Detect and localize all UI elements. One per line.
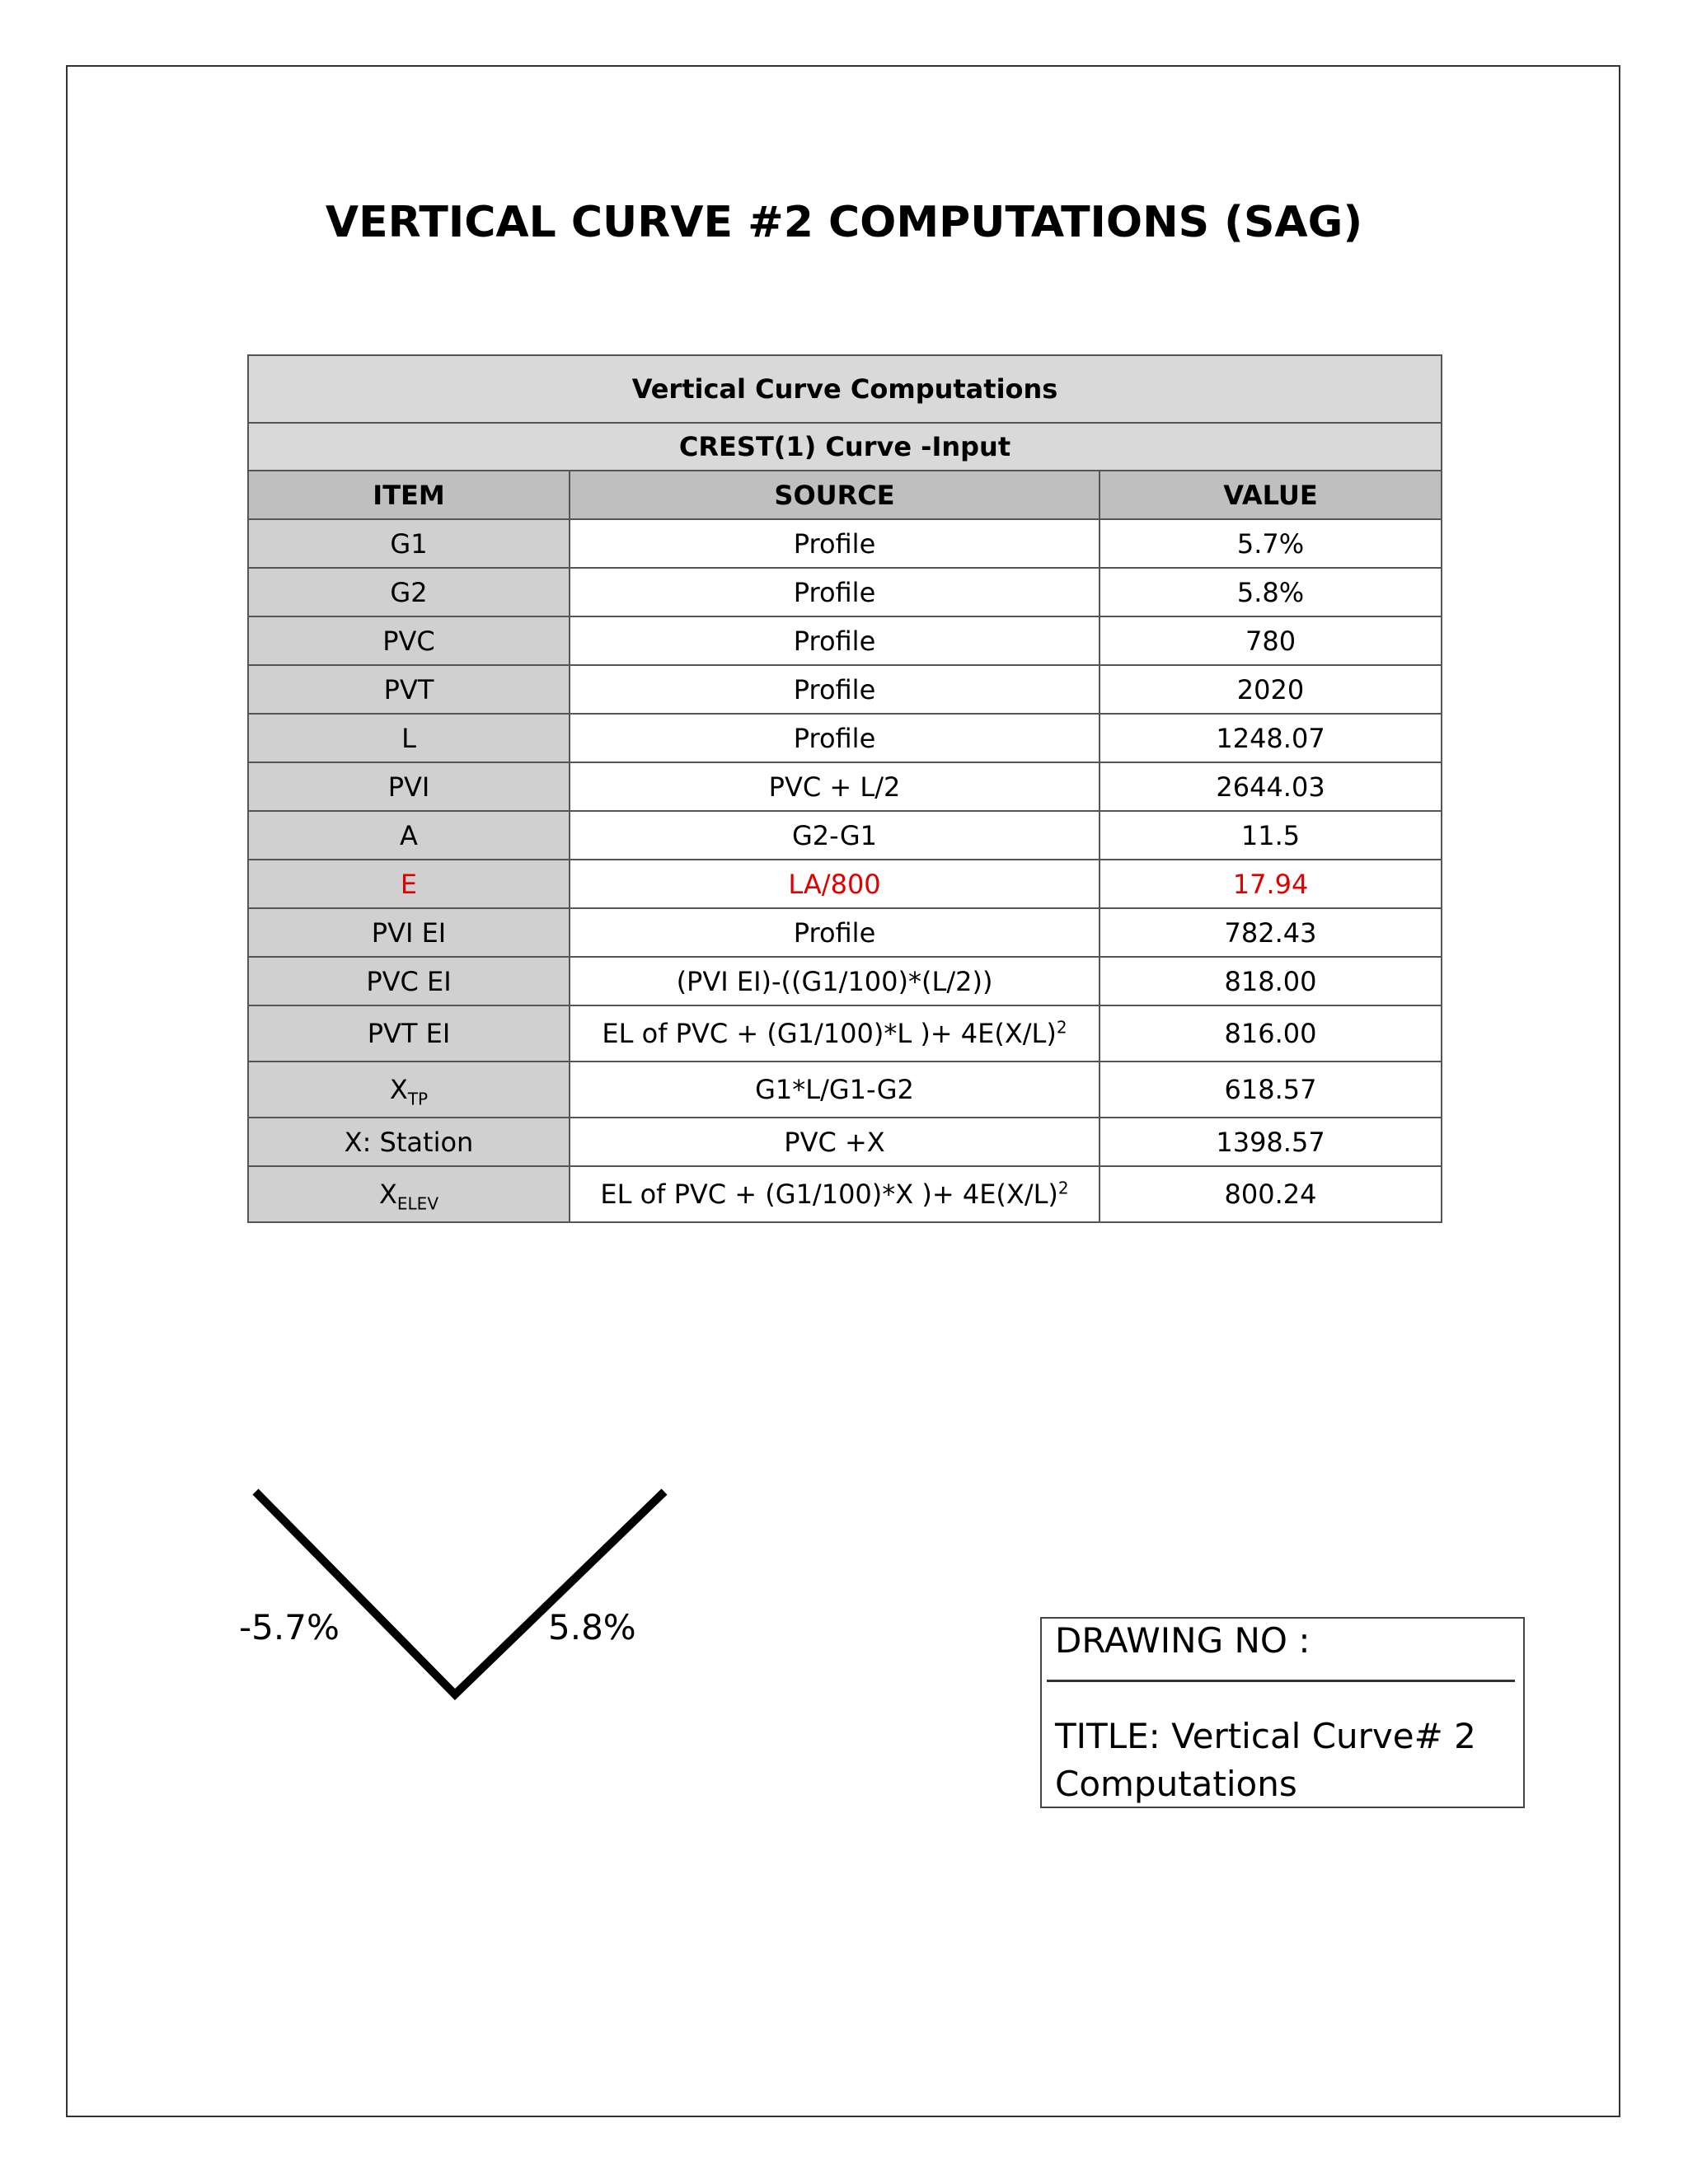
row-value: 800.24	[1100, 1166, 1442, 1222]
row-item: PVC	[248, 616, 570, 665]
table-row	[248, 811, 1442, 860]
row-item: PVI	[248, 762, 570, 811]
superscript: 2	[1057, 1178, 1069, 1198]
row-source: PVC +X	[570, 1118, 1100, 1166]
row-source: Profile	[570, 519, 1100, 568]
row-item-text: X	[378, 1179, 397, 1210]
row-value: 2644.03	[1100, 762, 1442, 811]
subscript: TP	[407, 1089, 429, 1109]
table-row	[248, 908, 1442, 957]
table-row	[248, 714, 1442, 762]
row-item: PVC EI	[248, 957, 570, 1005]
row-source: LA/800	[570, 860, 1100, 908]
drawing-title: TITLE: Vertical Curve# 2 Computations	[1055, 1716, 1476, 1804]
computations-table	[247, 354, 1442, 1223]
right-grade-label: 5.8%	[548, 1607, 636, 1647]
row-source: G1*L/G1-G2	[570, 1062, 1100, 1118]
row-item: G1	[248, 519, 570, 568]
row-value: 1248.07	[1100, 714, 1442, 762]
table-row	[248, 665, 1442, 714]
row-source: Profile	[570, 908, 1100, 957]
table-row	[248, 762, 1442, 811]
row-item	[248, 1166, 570, 1222]
row-value: 5.7%	[1100, 519, 1442, 568]
row-source-text: EL of PVC + (G1/100)*L )+ 4E(X/L)	[602, 1018, 1057, 1049]
table-row-highlighted	[248, 860, 1442, 908]
row-source: Profile	[570, 568, 1100, 616]
row-item: PVT	[248, 665, 570, 714]
row-source: G2-G1	[570, 811, 1100, 860]
row-value: 1398.57	[1100, 1118, 1442, 1166]
title-block	[1040, 1617, 1525, 1808]
row-item: PVI EI	[248, 908, 570, 957]
sag-curve-sketch	[231, 1475, 692, 1714]
row-item: G2	[248, 568, 570, 616]
drawing-number-label: DRAWING NO :	[1055, 1620, 1311, 1661]
row-item: L	[248, 714, 570, 762]
table-row	[248, 1062, 1442, 1118]
row-source	[570, 1166, 1100, 1222]
row-source: (PVI EI)-((G1/100)*(L/2))	[570, 957, 1100, 1005]
table-row	[248, 1005, 1442, 1062]
title-block-divider	[1047, 1680, 1515, 1682]
sag-curve-lines	[256, 1492, 664, 1694]
left-grade-label: -5.7%	[239, 1607, 340, 1647]
page-title: VERTICAL CURVE #2 COMPUTATIONS (SAG)	[325, 198, 1363, 247]
row-item: PVT EI	[248, 1005, 570, 1062]
row-source: Profile	[570, 714, 1100, 762]
row-value: 782.43	[1100, 908, 1442, 957]
row-item: A	[248, 811, 570, 860]
row-value: 5.8%	[1100, 568, 1442, 616]
row-value: 11.5	[1100, 811, 1442, 860]
superscript: 2	[1056, 1017, 1067, 1038]
row-value: 818.00	[1100, 957, 1442, 1005]
row-value: 17.94	[1100, 860, 1442, 908]
table-heading: Vertical Curve Computations	[248, 355, 1442, 423]
row-item-text: X	[389, 1074, 408, 1105]
table-row	[248, 519, 1442, 568]
row-value: 816.00	[1100, 1005, 1442, 1062]
table-row	[248, 1118, 1442, 1166]
table-row	[248, 568, 1442, 616]
row-value: 780	[1100, 616, 1442, 665]
row-item: E	[248, 860, 570, 908]
column-header-source: SOURCE	[570, 471, 1100, 519]
table-row	[248, 1166, 1442, 1222]
row-source: PVC + L/2	[570, 762, 1100, 811]
table-subheading: CREST(1) Curve -Input	[248, 423, 1442, 471]
row-item	[248, 1062, 570, 1118]
table-row	[248, 957, 1442, 1005]
row-value: 2020	[1100, 665, 1442, 714]
row-item: X: Station	[248, 1118, 570, 1166]
row-value: 618.57	[1100, 1062, 1442, 1118]
subscript: ELEV	[396, 1193, 439, 1214]
table-row	[248, 616, 1442, 665]
row-source	[570, 1005, 1100, 1062]
row-source: Profile	[570, 665, 1100, 714]
row-source-text: EL of PVC + (G1/100)*X )+ 4E(X/L)	[600, 1179, 1058, 1210]
column-header-item: ITEM	[248, 471, 570, 519]
row-source: Profile	[570, 616, 1100, 665]
column-header-value: VALUE	[1100, 471, 1442, 519]
